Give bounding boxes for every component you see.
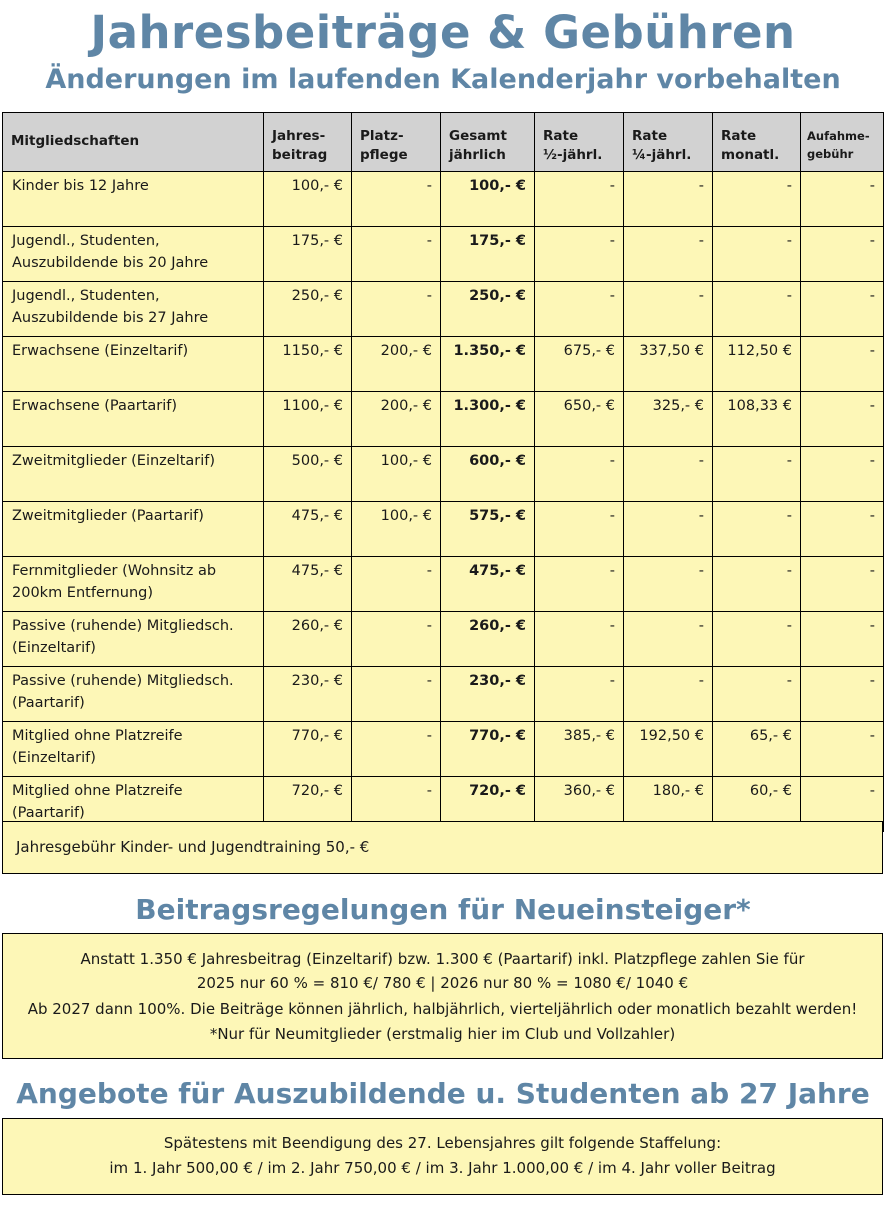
monthly-rate-cell: - [713,667,801,722]
membership-label [3,282,264,337]
admission-fee-cell: - [801,502,884,557]
newcomers-line: Anstatt 1.350 € Jahresbeitrag (Einzeltarif) bzw. 1.300 € (Paartarif) inkl. Platzpflege zahlen Sie für [80,950,805,968]
admission-fee-cell: - [801,557,884,612]
annual-fee-cell: 175,- € [264,227,352,282]
monthly-rate-cell: - [713,282,801,337]
total-annual-cell: 1.350,- € [441,337,535,392]
table-row [3,337,884,392]
students-line: Spätestens mit Beendigung des 27. Lebensjahres gilt folgende Staffelung: [163,1134,722,1152]
table-row [3,722,884,777]
table-row [3,172,884,227]
membership-label [3,172,264,227]
quarterly-rate-cell: - [624,227,713,282]
monthly-rate-cell: 65,- € [713,722,801,777]
half-yearly-rate-cell: - [535,172,624,227]
membership-label-line: Erwachsene (Paartarif) [12,398,178,414]
table-row [3,557,884,612]
membership-label-line: Auszubildende bis 20 Jahre [12,255,209,271]
admission-fee-cell: - [801,172,884,227]
half-yearly-rate-cell: - [535,227,624,282]
monthly-rate-cell: - [713,447,801,502]
half-yearly-rate-cell: - [535,612,624,667]
membership-label [3,722,264,777]
membership-label [3,502,264,557]
total-annual-cell: 230,- € [441,667,535,722]
quarterly-rate-cell: 180,- € [624,777,713,832]
admission-fee-cell: - [801,722,884,777]
admission-fee-cell: - [801,447,884,502]
total-annual-cell: 100,- € [441,172,535,227]
admission-fee-cell: - [801,667,884,722]
membership-label-line: (Einzeltarif) [12,640,96,656]
membership-label-line: 200km Entfernung) [12,585,154,601]
membership-label [3,447,264,502]
column-header-admission-fee: Aufahme- gebühr [801,113,884,172]
membership-label-line: Zweitmitglieder (Einzeltarif) [12,453,216,469]
monthly-rate-cell: - [713,172,801,227]
half-yearly-rate-cell: - [535,447,624,502]
membership-label-line: (Paartarif) [12,695,85,711]
half-yearly-rate-cell: 675,- € [535,337,624,392]
quarterly-rate-cell: - [624,502,713,557]
course-maintenance-cell: 200,- € [352,337,441,392]
table-row [3,392,884,447]
newcomers-box [2,933,883,1059]
quarterly-rate-cell: - [624,557,713,612]
membership-label [3,337,264,392]
table-row [3,447,884,502]
membership-label-line: Auszubildende bis 27 Jahre [12,310,209,326]
quarterly-rate-cell: - [624,667,713,722]
course-maintenance-cell: 200,- € [352,392,441,447]
half-yearly-rate-cell: 360,- € [535,777,624,832]
table-header-row [3,113,884,172]
half-yearly-rate-cell: 385,- € [535,722,624,777]
annual-fee-cell: 720,- € [264,777,352,832]
students-line: im 1. Jahr 500,00 € / im 2. Jahr 750,00 € / im 3. Jahr 1.000,00 € / im 4. Jahr voller Beitrag [109,1159,776,1177]
quarterly-rate-cell: 337,50 € [624,337,713,392]
admission-fee-cell: - [801,612,884,667]
membership-label-line: Mitglied ohne Platzreife [12,728,183,744]
total-annual-cell: 175,- € [441,227,535,282]
half-yearly-rate-cell: - [535,667,624,722]
membership-label [3,392,264,447]
membership-label-line: Zweitmitglieder (Paartarif) [12,508,204,524]
half-yearly-rate-cell: 650,- € [535,392,624,447]
newcomers-line: *Nur für Neumitglieder (erstmalig hier im Club und Vollzahler) [209,1025,676,1043]
column-header-monthly-rate: Rate monatl. [713,113,801,172]
annual-fee-cell: 250,- € [264,282,352,337]
page-title: Jahresbeiträge & Gebühren [90,6,796,59]
course-maintenance-cell: - [352,777,441,832]
annual-fee-cell: 475,- € [264,502,352,557]
annual-fee-cell: 1150,- € [264,337,352,392]
total-annual-cell: 260,- € [441,612,535,667]
quarterly-rate-cell: - [624,282,713,337]
monthly-rate-cell: 60,- € [713,777,801,832]
membership-label-line: Fernmitglieder (Wohnsitz ab [12,563,217,579]
students-heading: Angebote für Auszubildende u. Studenten ab 27 Jahre [16,1077,870,1110]
monthly-rate-cell: 108,33 € [713,392,801,447]
monthly-rate-cell: - [713,227,801,282]
quarterly-rate-cell: - [624,447,713,502]
column-header-half-yearly-rate: Rate ½-jährl. [535,113,624,172]
table-row [3,502,884,557]
half-yearly-rate-cell: - [535,282,624,337]
annual-fee-cell: 1100,- € [264,392,352,447]
membership-label-line: Jugendl., Studenten, [12,288,160,304]
youth-training-text: Jahresgebühr Kinder- und Jugendtraining 50,- € [16,838,370,856]
total-annual-cell: 720,- € [441,777,535,832]
newcomers-heading: Beitragsregelungen für Neueinsteiger* [135,893,751,926]
youth-training-box [2,821,883,874]
admission-fee-cell: - [801,227,884,282]
membership-label-line: Erwachsene (Einzeltarif) [12,343,189,359]
total-annual-cell: 600,- € [441,447,535,502]
quarterly-rate-cell: - [624,612,713,667]
admission-fee-cell: - [801,282,884,337]
annual-fee-cell: 770,- € [264,722,352,777]
table-row [3,282,884,337]
quarterly-rate-cell: - [624,172,713,227]
membership-label-line: Kinder bis 12 Jahre [12,178,149,194]
course-maintenance-cell: - [352,172,441,227]
column-header-membership: Mitgliedschaften [3,113,264,172]
column-header-course-maintenance: Platz- pflege [352,113,441,172]
quarterly-rate-cell: 325,- € [624,392,713,447]
membership-label-line: Passive (ruhende) Mitgliedsch. [12,618,234,634]
course-maintenance-cell: - [352,227,441,282]
membership-label [3,227,264,282]
newcomers-line: 2025 nur 60 % = 810 €/ 780 € | 2026 nur 80 % = 1080 €/ 1040 € [196,974,689,992]
membership-label-line: (Paartarif) [12,805,85,821]
membership-label [3,667,264,722]
annual-fee-cell: 475,- € [264,557,352,612]
fees-table [2,112,884,832]
table-row [3,667,884,722]
students-box [2,1118,883,1195]
admission-fee-cell: - [801,392,884,447]
column-header-quarterly-rate: Rate ¼-jährl. [624,113,713,172]
monthly-rate-cell: - [713,612,801,667]
column-header-annual-fee: Jahres- beitrag [264,113,352,172]
total-annual-cell: 250,- € [441,282,535,337]
membership-label-line: Mitglied ohne Platzreife [12,783,183,799]
admission-fee-cell: - [801,337,884,392]
course-maintenance-cell: 100,- € [352,447,441,502]
membership-label [3,557,264,612]
course-maintenance-cell: - [352,722,441,777]
annual-fee-cell: 260,- € [264,612,352,667]
course-maintenance-cell: - [352,282,441,337]
half-yearly-rate-cell: - [535,502,624,557]
total-annual-cell: 770,- € [441,722,535,777]
table-row [3,227,884,282]
course-maintenance-cell: 100,- € [352,502,441,557]
total-annual-cell: 575,- € [441,502,535,557]
newcomers-line: Ab 2027 dann 100%. Die Beiträge können jährlich, halbjährlich, vierteljährlich oder monatlich bezahlt werden! [27,1000,858,1018]
column-header-total-annual: Gesamt jährlich [441,113,535,172]
annual-fee-cell: 500,- € [264,447,352,502]
monthly-rate-cell: 112,50 € [713,337,801,392]
course-maintenance-cell: - [352,667,441,722]
total-annual-cell: 1.300,- € [441,392,535,447]
membership-label [3,612,264,667]
table-row [3,612,884,667]
membership-label-line: Jugendl., Studenten, [12,233,160,249]
half-yearly-rate-cell: - [535,557,624,612]
membership-label-line: (Einzeltarif) [12,750,96,766]
annual-fee-cell: 230,- € [264,667,352,722]
admission-fee-cell: - [801,777,884,832]
monthly-rate-cell: - [713,502,801,557]
course-maintenance-cell: - [352,557,441,612]
quarterly-rate-cell: 192,50 € [624,722,713,777]
course-maintenance-cell: - [352,612,441,667]
page-subtitle: Änderungen im laufenden Kalenderjahr vorbehalten [45,64,841,95]
monthly-rate-cell: - [713,557,801,612]
total-annual-cell: 475,- € [441,557,535,612]
membership-label-line: Passive (ruhende) Mitgliedsch. [12,673,234,689]
annual-fee-cell: 100,- € [264,172,352,227]
